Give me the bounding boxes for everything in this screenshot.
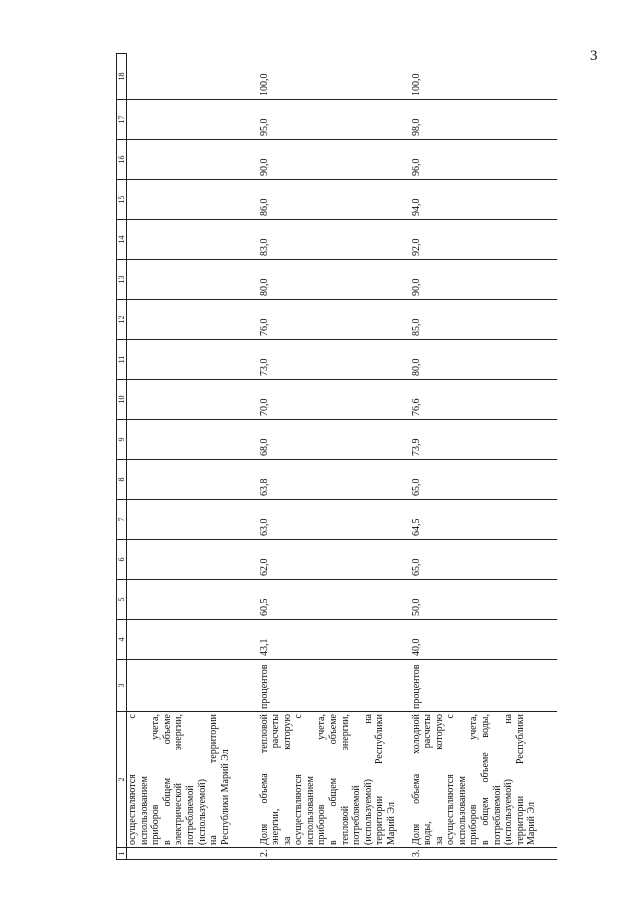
table-row bbox=[127, 54, 259, 860]
value-cell: 50,0 bbox=[411, 580, 557, 620]
column-number: 2 bbox=[117, 712, 127, 848]
value-cell bbox=[127, 540, 259, 580]
indicator-name-line: воды, расчеты bbox=[422, 714, 434, 845]
value-cell: 85,0 bbox=[411, 300, 557, 340]
value-cell: 70,0 bbox=[259, 380, 411, 420]
column-number: 6 bbox=[117, 540, 127, 580]
indicator-name-line: за которую bbox=[433, 714, 445, 845]
value-cell bbox=[127, 380, 259, 420]
value-cell bbox=[127, 100, 259, 140]
unit-cell: процентов bbox=[259, 660, 411, 712]
indicator-name-line: (используемой) на bbox=[362, 714, 374, 845]
indicator-name-line: в общем объеме bbox=[161, 714, 173, 845]
value-cell: 64,5 bbox=[411, 500, 557, 540]
indicator-name-line: осуществляются с bbox=[293, 714, 305, 845]
value-cell: 96,0 bbox=[411, 140, 557, 180]
indicator-name-line: Республики Марий Эл bbox=[219, 749, 231, 845]
value-cell bbox=[127, 460, 259, 500]
indicator-name-line: Марий Эл bbox=[386, 802, 398, 845]
rotated-table-container bbox=[116, 54, 550, 860]
row-number bbox=[127, 848, 259, 860]
column-number: 12 bbox=[117, 300, 127, 340]
column-number: 3 bbox=[117, 660, 127, 712]
unit-cell bbox=[127, 660, 259, 712]
indicator-name-line: использованием bbox=[138, 776, 150, 845]
value-cell bbox=[127, 340, 259, 380]
column-number: 13 bbox=[117, 260, 127, 300]
value-cell: 94,0 bbox=[411, 180, 557, 220]
value-cell: 63,0 bbox=[259, 500, 411, 540]
value-cell: 92,0 bbox=[411, 220, 557, 260]
value-cell bbox=[127, 420, 259, 460]
table-row bbox=[259, 54, 411, 860]
value-cell: 90,0 bbox=[259, 140, 411, 180]
indicator-name-line: за которую bbox=[281, 714, 293, 845]
value-cell: 83,0 bbox=[259, 220, 411, 260]
value-cell: 63,8 bbox=[259, 460, 411, 500]
column-number: 17 bbox=[117, 100, 127, 140]
indicator-name-line: осуществляются с bbox=[445, 714, 457, 845]
indicator-name-line: территории Республики bbox=[514, 714, 526, 845]
indicator-name-line: Доля объема тепловой bbox=[258, 714, 270, 845]
column-number: 14 bbox=[117, 220, 127, 260]
column-number: 8 bbox=[117, 460, 127, 500]
column-number: 4 bbox=[117, 620, 127, 660]
indicator-name-line: (используемой) bbox=[196, 779, 208, 845]
indicator-name-line: потребляемой bbox=[491, 785, 503, 845]
indicator-name-line: (используемой) на bbox=[503, 714, 515, 845]
value-cell: 100,0 bbox=[410, 73, 422, 96]
indicator-name-line: Доля объема холодной bbox=[410, 714, 422, 845]
column-number: 7 bbox=[117, 500, 127, 540]
indicator-name-line: приборов учета, bbox=[150, 714, 162, 845]
indicator-name-line: энергии, расчеты bbox=[270, 714, 282, 845]
indicator-name-line: использованием bbox=[456, 776, 468, 845]
value-cell bbox=[127, 140, 259, 180]
value-cell: 65,0 bbox=[411, 540, 557, 580]
indicator-name-line: Марий Эл bbox=[526, 802, 538, 845]
value-cell: 43,1 bbox=[259, 620, 411, 660]
indicator-name bbox=[259, 712, 411, 848]
column-number-header bbox=[117, 54, 127, 860]
indicator-name-line: осуществляются с bbox=[127, 714, 138, 845]
indicator-name-line: приборов учета, bbox=[468, 714, 480, 845]
row-number: 2. bbox=[259, 848, 411, 860]
value-cell bbox=[127, 260, 259, 300]
value-cell: 60,5 bbox=[259, 580, 411, 620]
value-cell: 80,0 bbox=[259, 260, 411, 300]
value-cell: 76,0 bbox=[259, 300, 411, 340]
value-cell bbox=[127, 580, 259, 620]
indicator-name-line: использованием bbox=[304, 776, 316, 845]
column-number: 18 bbox=[117, 54, 127, 100]
indicator-name-line: тепловой энергии, bbox=[339, 714, 351, 845]
value-cell: 73,0 bbox=[259, 340, 411, 380]
column-number: 9 bbox=[117, 420, 127, 460]
indicator-name-line: приборов учета, bbox=[316, 714, 328, 845]
indicator-name-line: в общем объеме bbox=[328, 714, 340, 845]
indicator-name-line: в общем объеме воды, bbox=[480, 714, 492, 845]
value-cell: 62,0 bbox=[259, 540, 411, 580]
indicator-name-line: территории Республики bbox=[374, 714, 386, 845]
value-cell: 95,0 bbox=[259, 100, 411, 140]
indicator-name bbox=[411, 712, 557, 848]
value-cell: 76,6 bbox=[411, 380, 557, 420]
row-number: 3. bbox=[411, 848, 557, 860]
indicator-name-line: на территории bbox=[208, 714, 220, 845]
value-cell bbox=[127, 500, 259, 540]
value-cell: 80,0 bbox=[411, 340, 557, 380]
indicator-name bbox=[127, 712, 259, 848]
column-number: 1 bbox=[117, 848, 127, 860]
column-number: 15 bbox=[117, 180, 127, 220]
indicator-name-line: потребляемой bbox=[184, 785, 196, 845]
value-cell: 40,0 bbox=[411, 620, 557, 660]
value-cell: 90,0 bbox=[411, 260, 557, 300]
value-cell: 73,9 bbox=[411, 420, 557, 460]
value-cell: 98,0 bbox=[411, 100, 557, 140]
value-cell bbox=[127, 54, 259, 100]
table-row bbox=[411, 54, 557, 860]
indicators-table bbox=[116, 53, 557, 860]
value-cell: 86,0 bbox=[259, 180, 411, 220]
value-cell bbox=[127, 300, 259, 340]
column-number: 11 bbox=[117, 340, 127, 380]
column-number: 10 bbox=[117, 380, 127, 420]
value-cell bbox=[127, 220, 259, 260]
value-cell bbox=[127, 180, 259, 220]
column-number: 16 bbox=[117, 140, 127, 180]
indicator-name-line: электрической энергии, bbox=[173, 714, 185, 845]
column-number: 5 bbox=[117, 580, 127, 620]
page-number: 3 bbox=[590, 48, 598, 64]
value-cell: 68,0 bbox=[259, 420, 411, 460]
indicator-name-line: потребляемой bbox=[351, 785, 363, 845]
value-cell: 100,0 bbox=[258, 73, 270, 96]
value-cell: 65,0 bbox=[411, 460, 557, 500]
unit-cell: процентов bbox=[411, 660, 557, 712]
value-cell bbox=[127, 620, 259, 660]
